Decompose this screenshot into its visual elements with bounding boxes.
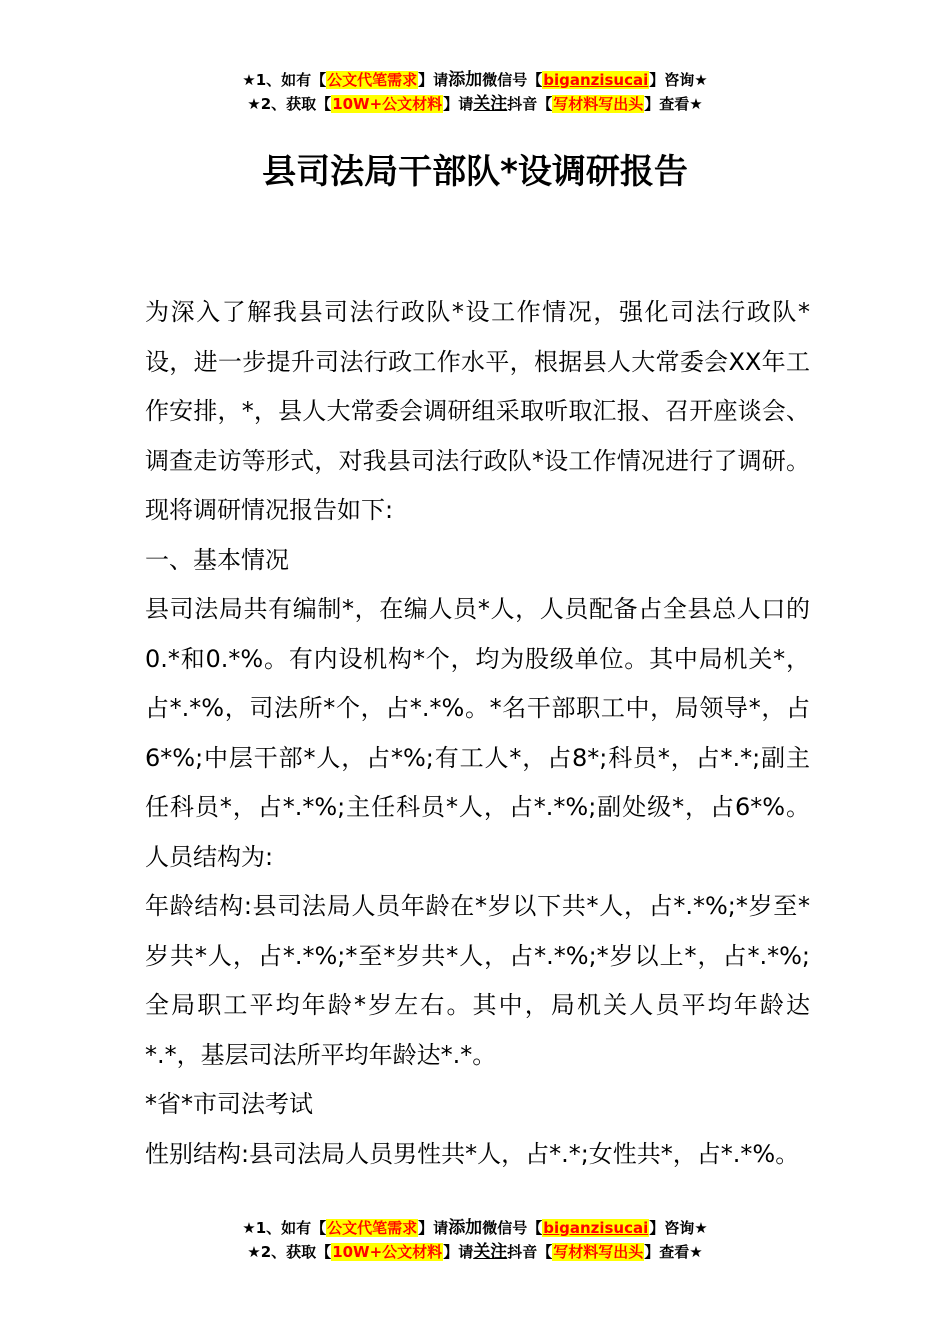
service-highlight: 公文代笔需求 [327, 71, 418, 89]
materials-highlight: 10W+公文材料 [332, 1243, 443, 1261]
banner-line-2: ★2、获取【10W+公文材料】请关注抖音【写材料写出头】查看★ [247, 94, 703, 114]
paragraph-gender-structure: 性别结构:县司法局人员男性共*人，占*.*;女性共*，占*.*%。 [145, 1139, 800, 1168]
douyin-account-link[interactable]: 写材料写出头 [553, 95, 644, 113]
service-highlight: 公文代笔需求 [327, 1219, 418, 1237]
footer-line-2: ★2、获取【10W+公文材料】请关注抖音【写材料写出头】查看★ [247, 1242, 703, 1262]
footer-line-1: ★1、如有【公文代笔需求】请添加微信号【biganzisucai】咨询★ [242, 1218, 708, 1238]
section-heading-basic: 一、基本情况 [145, 545, 289, 574]
document-body [145, 288, 810, 1179]
materials-highlight: 10W+公文材料 [332, 95, 443, 113]
banner-line-1: ★1、如有【公文代笔需求】请添加微信号【biganzisucai】咨询★ [242, 70, 708, 90]
paragraph-intro: 为深入了解我县司法行政队*设工作情况，强化司法行政队*设，进一步提升司法行政工作水平，根据县人大常委会XX年工作安排，*，县人大常委会调研组采取听取汇报、召开座谈会、调查走访等形式，对我县司法行政队*设工作情况进行了调研。现将调研情况报告如下: [145, 298, 810, 524]
document-title: 县司法局干部队*设调研报告 [262, 152, 688, 192]
wechat-id-link[interactable]: biganzisucai [543, 1219, 649, 1237]
paragraph-exam-note: *省*市司法考试 [145, 1090, 313, 1118]
paragraph-age-structure: 年龄结构:县司法局人员年龄在*岁以下共*人，占*.*%;*岁至*岁共*人，占*.*%;*至*岁共*人，占*.*%;*岁以上*，占*.*%;全局职工平均年龄*岁左右。其中，局机关人员平均年龄达*.*，基层司法所平均年龄达*.*。 [145, 892, 810, 1069]
header-banner [0, 68, 950, 116]
paragraph-staffing: 县司法局共有编制*，在编人员*人，人员配备占全县总人口的0.*和0.*%。有内设机构*个，均为股级单位。其中局机关*，占*.*%，司法所*个，占*.*%。*名干部职工中，局领导*，占6*%;中层干部*人，占*%;有工人*，占8*;科员*，占*.*;副主任科员*，占*.*%;主任科员*人，占*.*%;副处级*，占6*%。人员结构为: [145, 595, 810, 871]
wechat-id-link[interactable]: biganzisucai [543, 71, 649, 89]
footer-banner [0, 1216, 950, 1264]
douyin-account-link[interactable]: 写材料写出头 [553, 1243, 644, 1261]
